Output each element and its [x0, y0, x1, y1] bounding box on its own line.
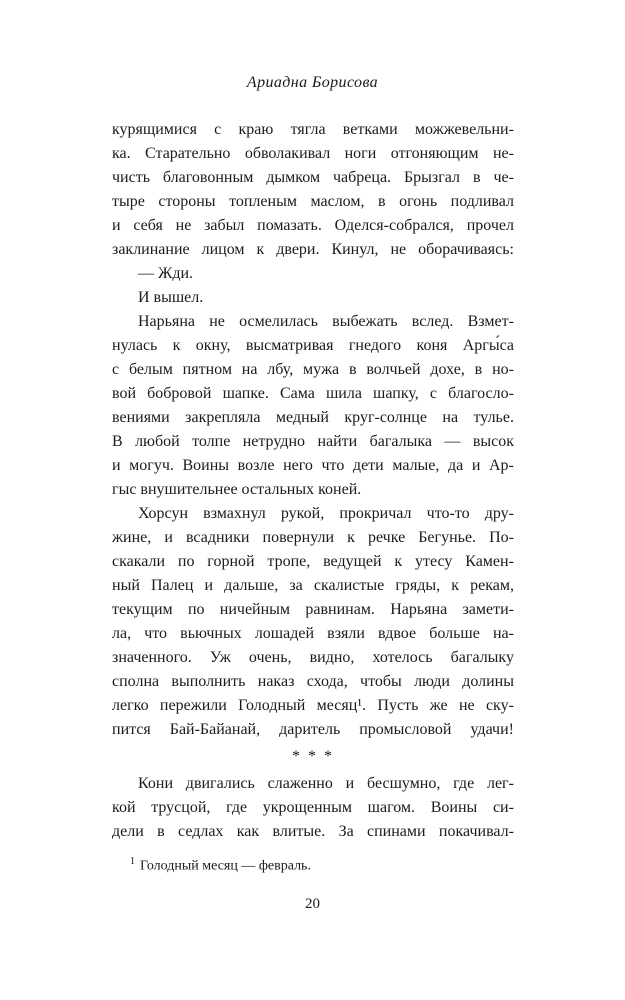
- text-line: Хорсун взмахнул рукой, прокричал что-то дру-: [138, 505, 514, 522]
- text-line: заклинание лицом к двери. Кинул, не оборачиваясь:: [112, 241, 514, 258]
- text-line: кой трусцой, где укрощенным шагом. Воины си-: [112, 799, 514, 816]
- text-line: ла, что вьючных лошадей взяли вдвое больше на-: [112, 625, 514, 642]
- text-line: легко пережили Голодный месяц¹. Пусть же не ску-: [112, 697, 514, 714]
- text-line: и себя не забыл помазать. Оделся-собрался, прочел: [112, 217, 514, 234]
- text-line: курящимися с краю тягла ветками можжевельни-: [112, 121, 514, 138]
- paragraph: [112, 502, 514, 742]
- footnote: [112, 856, 514, 875]
- text-line: жине, и всадники повернули к речке Бегунье. По-: [112, 529, 514, 546]
- paragraph: [112, 118, 514, 262]
- text-line: чисть благовонным дымком чабреца. Брызгал в че-: [112, 169, 514, 186]
- text-line: тыре стороны топленым маслом, в огонь подливал: [112, 193, 514, 210]
- text-line: нулась к окну, высматривая гнедого коня Аргы́са: [112, 337, 514, 354]
- footnote-text: Голодный месяц — февраль.: [140, 858, 311, 874]
- paragraph: [112, 262, 514, 286]
- section-separator: * * *: [292, 748, 334, 765]
- text-line: и могуч. Воины возле него что дети малые, да и Ар-: [112, 457, 514, 474]
- text-line: Нарьяна не осмелилась выбежать вслед. Взмет-: [138, 313, 514, 330]
- text-block: [112, 118, 514, 844]
- text-line: пится Бай-Байанай, даритель промысловой удачи!: [112, 721, 514, 738]
- text-line: И вышел.: [138, 289, 204, 306]
- text-line: В любой толпе нетрудно найти багалыка — высок: [112, 433, 514, 450]
- text-line: ный Палец и дальше, за скалистые гряды, к рекам,: [112, 577, 514, 594]
- text-line: текущим по ничейным равнинам. Нарьяна замети-: [112, 601, 514, 618]
- text-line: с белым пятном на лбу, мужа в волчьей дохе, в но-: [112, 361, 514, 378]
- paragraph: [112, 286, 514, 310]
- text-line: скакали по горной тропе, ведущей к утесу Камен-: [112, 553, 514, 570]
- text-line: вениями закрепляла медный круг-солнце на тулье.: [112, 409, 514, 426]
- footnote-marker: 1: [130, 856, 135, 867]
- text-line: Кони двигались слаженно и бесшумно, где лег-: [138, 775, 514, 792]
- text-line: вой бобровой шапке. Сама шила шапку, с благосло-: [112, 385, 514, 402]
- text-line: значенного. Уж очень, видно, хотелось багалыку: [112, 649, 514, 666]
- text-line: ка. Старательно обволакивал ноги отгоняющим не-: [112, 145, 514, 162]
- text-line: — Жди.: [138, 265, 194, 282]
- text-line: дели в седлах как влитые. За спинами покачивал-: [112, 823, 514, 840]
- running-header: Ариадна Борисова: [246, 74, 379, 91]
- text-line: сполна выполнить наказ схода, чтобы люди долины: [112, 673, 514, 690]
- page-number: 20: [305, 896, 320, 912]
- paragraph: [112, 310, 514, 502]
- text-line: гыс внушительнее остальных коней.: [112, 481, 362, 498]
- paragraph: [112, 772, 514, 844]
